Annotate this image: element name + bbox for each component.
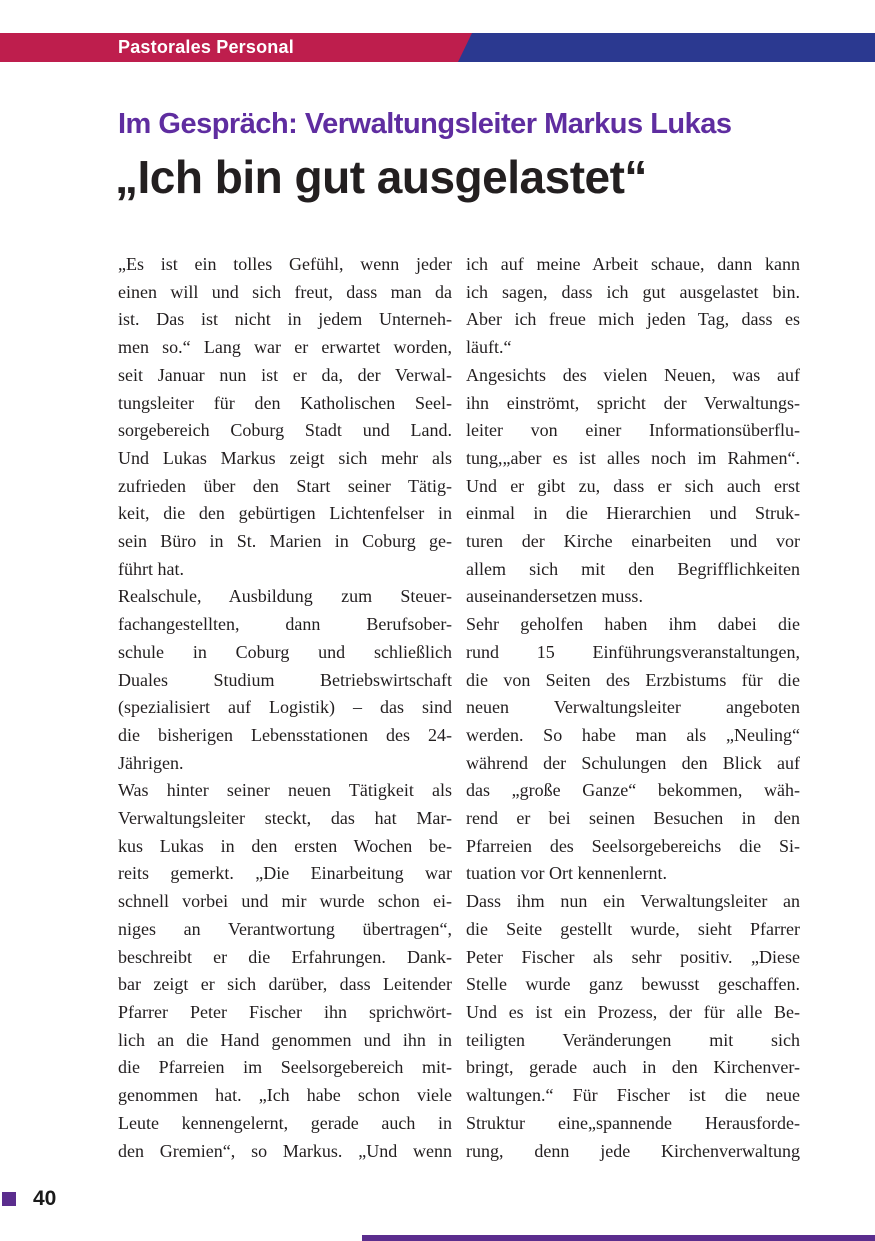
body-text-line: niges an Verantwortung übertragen“, xyxy=(118,918,452,939)
body-text-line: Verwaltungsleiter steckt, das hat Mar- xyxy=(118,808,452,829)
body-text-line: waltungen.“ Für Fischer ist die neue xyxy=(466,1085,800,1106)
body-text-line: das „große Ganze“ bekommen, wäh- xyxy=(466,780,800,801)
page-number: 40 xyxy=(33,1187,57,1210)
body-text-line: tuation vor Ort kennenlernt. xyxy=(466,863,667,884)
body-text-line: rund 15 Einführungsveranstaltungen, xyxy=(466,641,800,662)
body-text-line: rend er bei seinen Besuchen in den xyxy=(466,808,800,829)
body-text-line: Stelle wurde ganz bewusst geschaffen. xyxy=(466,974,800,995)
body-text-line: Duales Studium Betriebswirtschaft xyxy=(118,669,452,690)
body-text-line: sorgebereich Coburg Stadt und Land. xyxy=(118,420,452,441)
body-text-line: ist. Das ist nicht in jedem Unterneh- xyxy=(118,309,452,330)
body-text-line: werden. So habe man als „Neuling“ xyxy=(466,724,800,745)
footer-accent-bar xyxy=(362,1235,875,1241)
body-text-line: (spezialisiert auf Logistik) – das sind xyxy=(118,697,452,718)
body-text-line: die bisherigen Lebensstationen des 24- xyxy=(118,724,452,745)
body-text-line: einen will und sich freut, dass man da xyxy=(118,281,452,302)
body-text-line: men so.“ Lang war er erwartet worden, xyxy=(118,337,452,358)
body-text-line: Pfarrer Peter Fischer ihn sprichwört- xyxy=(118,1001,452,1022)
body-text-line: Leute kennengelernt, gerade auch in xyxy=(118,1112,452,1133)
body-text-line: Angesichts des vielen Neuen, was auf xyxy=(466,364,800,385)
body-text-line: keit, die den gebürtigen Lichtenfelser in xyxy=(118,503,452,524)
body-text-line: ihn einströmt, spricht der Verwaltungs- xyxy=(466,392,800,413)
body-text-line: bar zeigt er sich darüber, dass Leitender xyxy=(118,974,452,995)
body-text-line: Und Lukas Markus zeigt sich mehr als xyxy=(118,447,452,468)
body-text-line: bringt, gerade auch in den Kirchenver- xyxy=(466,1057,800,1078)
body-text-line: tungsleiter für den Katholischen Seel- xyxy=(118,392,452,413)
article-kicker: Im Gespräch: Verwaltungsleiter Markus Lukas xyxy=(118,108,732,140)
body-text-line: führt hat. xyxy=(118,558,184,579)
body-text-line: tung,„aber es ist alles noch im Rahmen“. xyxy=(466,447,800,468)
body-text-line: reits gemerkt. „Die Einarbeitung war xyxy=(118,863,452,884)
body-text-line: turen der Kirche einarbeiten und vor xyxy=(466,531,800,552)
body-text-line: Und er gibt zu, dass er sich auch erst xyxy=(466,475,800,496)
body-text-line: die Pfarreien im Seelsorgebereich mit- xyxy=(118,1057,452,1078)
body-text-line: allem sich mit den Begrifflichkeiten xyxy=(466,558,800,579)
body-text-line: Pfarreien des Seelsorgebereichs die Si- xyxy=(466,835,800,856)
body-text-line: Was hinter seiner neuen Tätigkeit als xyxy=(118,780,452,801)
article-body xyxy=(118,251,800,1165)
body-text-line: rung, denn jede Kirchenverwaltung xyxy=(466,1140,800,1161)
body-text-line: genommen hat. „Ich habe schon viele xyxy=(118,1085,452,1106)
body-column-right xyxy=(466,251,800,1165)
body-text-line: Jährigen. xyxy=(118,752,184,773)
body-text-line: lich an die Hand genommen und ihn in xyxy=(118,1029,452,1050)
body-text-line: sein Büro in St. Marien in Coburg ge- xyxy=(118,531,452,552)
body-text-line: läuft.“ xyxy=(466,337,512,358)
body-text-line: kus Lukas in den ersten Wochen be- xyxy=(118,835,452,856)
body-column-left xyxy=(118,251,452,1165)
body-text-line: schnell vorbei und mir wurde schon ei- xyxy=(118,891,452,912)
body-text-line: teiligten Veränderungen mit sich xyxy=(466,1029,800,1050)
body-text-line: zufrieden über den Start seiner Tätig- xyxy=(118,475,452,496)
article-title: „Ich bin gut ausgelastet“ xyxy=(115,151,647,203)
page-footer xyxy=(2,1187,57,1210)
body-text-line: Dass ihm nun ein Verwaltungsleiter an xyxy=(466,891,800,912)
footer-accent-square xyxy=(2,1192,16,1206)
body-text-line: ich auf meine Arbeit schaue, dann kann xyxy=(466,254,800,274)
body-text-line: Und es ist ein Prozess, der für alle Be- xyxy=(466,1001,800,1022)
body-text-line: Peter Fischer als sehr positiv. „Diese xyxy=(466,946,800,967)
body-text-line: den Gremien“, so Markus. „Und wenn xyxy=(118,1140,452,1161)
body-text-line: seit Januar nun ist er da, der Verwal- xyxy=(118,364,452,385)
body-text-line: einmal in die Hierarchien und Struk- xyxy=(466,503,800,524)
body-text-line: leiter von einer Informationsüberflu- xyxy=(466,420,800,441)
body-text-line: neuen Verwaltungsleiter angeboten xyxy=(466,697,800,718)
body-text-line: ich sagen, dass ich gut ausgelastet bin. xyxy=(466,281,800,302)
section-header-band xyxy=(0,33,875,62)
body-text-line: Realschule, Ausbildung zum Steuer- xyxy=(118,586,452,607)
body-text-line: auseinandersetzen muss. xyxy=(466,586,643,607)
body-text-line: „Es ist ein tolles Gefühl, wenn jeder xyxy=(118,254,452,274)
body-text-line: während der Schulungen den Blick auf xyxy=(466,752,800,773)
body-text-line: die Seite gestellt wurde, sieht Pfarrer xyxy=(466,918,800,939)
body-text-line: Sehr geholfen haben ihm dabei die xyxy=(466,614,800,635)
body-text-line: Aber ich freue mich jeden Tag, dass es xyxy=(466,309,800,330)
section-label: Pastorales Personal xyxy=(118,37,294,57)
body-text-line: die von Seiten des Erzbistums für die xyxy=(466,669,800,690)
body-text-line: beschreibt er die Erfahrungen. Dank- xyxy=(118,946,452,967)
body-text-line: schule in Coburg und schließlich xyxy=(118,641,452,662)
body-text-line: fachangestellten, dann Berufsober- xyxy=(118,614,452,635)
body-text-line: Struktur eine„spannende Herausforde- xyxy=(466,1112,800,1133)
